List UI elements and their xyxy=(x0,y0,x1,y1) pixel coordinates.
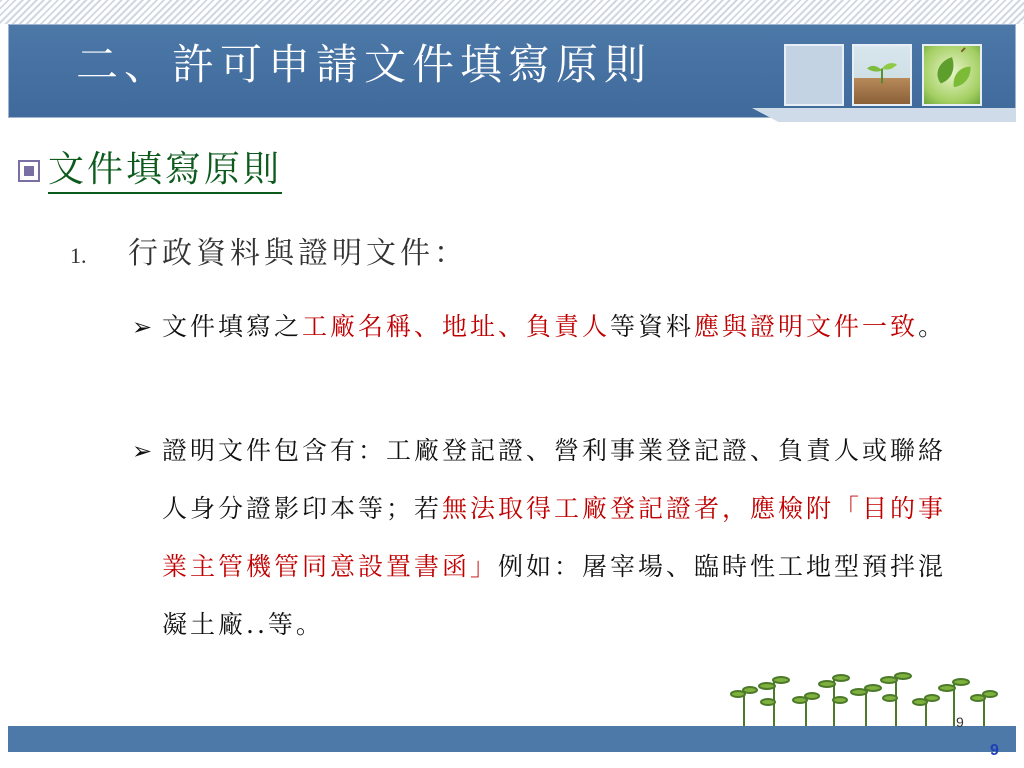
bullet-segment-highlight: 無法取得工廠登記證者，應檢附「目的事業主管機管同意設置書函」 xyxy=(162,494,947,581)
decorative-blank-tile xyxy=(784,44,844,106)
item-title: 行政資料與證明文件： xyxy=(128,236,468,271)
section-heading: 文件填寫原則 xyxy=(48,148,282,194)
page-number: 9 xyxy=(990,742,999,759)
bullet-text xyxy=(132,298,960,356)
sprout-photo-icon xyxy=(852,44,912,106)
bullet-item-2 xyxy=(132,422,960,654)
numbered-item xyxy=(70,228,468,272)
bullet-segment: 。 xyxy=(918,312,947,341)
leaf-photo-icon xyxy=(922,44,982,106)
top-hatch-band xyxy=(0,0,1024,24)
arrowhead-bullet-icon: ➢ xyxy=(132,437,156,465)
arrowhead-bullet-icon: ➢ xyxy=(132,313,156,341)
bullet-segment-highlight: 工廠名稱、地址、負責人 xyxy=(302,312,611,341)
bullet-text xyxy=(132,422,960,654)
square-bullet-icon xyxy=(18,160,40,182)
sprouts-decoration-icon xyxy=(730,668,1010,732)
section-heading-row xyxy=(18,148,282,194)
title-bar-accent xyxy=(752,108,1016,122)
slide-title: 二、許可申請文件填寫原則 xyxy=(76,40,653,89)
bullet-segment: 文件填寫之 xyxy=(162,312,303,341)
item-number: 1. xyxy=(70,243,87,268)
bullet-item-1 xyxy=(132,298,960,356)
bullet-segment: 例如：屠宰場、臨時性工地型預拌混凝土廠..等。 xyxy=(162,552,947,639)
page-number-small: 9 xyxy=(956,714,964,730)
bullet-segment: 證明文件包含有：工廠登記證、營利事業登記證、負責人或聯絡人身分證影印本等；若 xyxy=(162,436,947,523)
bullet-segment-highlight: 應與證明文件一致 xyxy=(694,312,919,341)
footer-bar xyxy=(8,726,1016,752)
bullet-segment: 等資料 xyxy=(610,312,695,341)
